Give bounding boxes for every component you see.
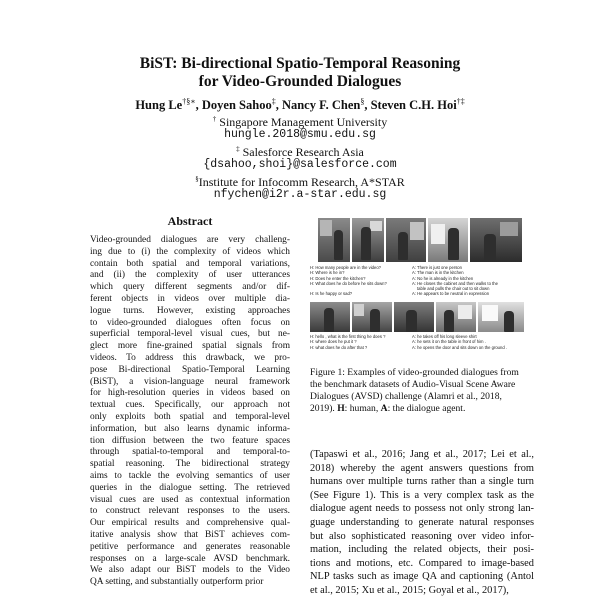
abstract-line: Our empirical results and comprehensive qual- <box>90 518 290 529</box>
abstract-line: logue turns. However, existing approaches <box>90 305 290 316</box>
body-line: guage understanding to generate natural responses <box>310 516 534 528</box>
human-turn: H: What does he do before he sits down? <box>310 280 387 286</box>
abstract-line: through spatial-to-temporal and temporal-to- <box>90 447 290 458</box>
author-mark: § <box>360 97 365 106</box>
agent-turn: A: There is just one person <box>412 265 462 270</box>
affiliation-mark: § <box>195 175 199 183</box>
author-separator: , <box>195 98 202 113</box>
abstract-line: ing due to (i) the complexity of videos which <box>90 246 290 257</box>
abstract-line: tion diffusion between the two feature spaces <box>90 435 290 446</box>
affiliation-name: Institute for Infocomm Research, A*STAR <box>198 175 405 189</box>
body-line: dialogue agent needs to possess not only strong lan- <box>310 503 534 515</box>
abstract-line: contain both spatial and temporal variations, <box>90 258 290 269</box>
abstract-line: only exploits both spatial and temporal-level <box>90 411 290 422</box>
video-frame <box>394 302 434 332</box>
human-turn: H: How many people are in the video? <box>310 265 381 270</box>
video-frame <box>352 218 384 262</box>
caption-line: Figure 1: Examples of video-grounded dialogues from <box>310 367 519 378</box>
human-turn: H: what does he do after that ? <box>310 344 368 350</box>
abstract-line: textual cues. Specifically, our approach not <box>90 400 290 411</box>
abstract-line: petitive performance and generates reasonable <box>90 541 290 552</box>
body-line: humans over multiple turns rather than a single turn <box>310 476 534 488</box>
affiliation-name: Salesforce Research Asia <box>242 145 364 159</box>
affiliation-mark: † <box>212 115 217 123</box>
paper-title-line1: BiST: Bi-directional Spatio-Temporal Reasoning <box>139 55 461 72</box>
caption-line: the benchmark datasets of Audio-Visual Scene Aware <box>310 379 516 390</box>
abstract-line: to video-grounded dialogues often focus on <box>90 317 290 328</box>
abstract-line: visual cues are used as contextual information <box>90 494 290 505</box>
affiliation-name: Singapore Management University <box>219 115 388 129</box>
human-turn: H: Is he happy or sad? <box>310 291 353 297</box>
video-frame <box>318 218 350 262</box>
abstract-heading: Abstract <box>167 214 213 228</box>
author-name: Hung Le <box>135 98 183 113</box>
agent-turn: A: he opens the door and sits down on the ground . <box>412 344 507 350</box>
abstract-line: itative analysis show that BiST achieves com- <box>90 529 290 540</box>
author-separator: , <box>275 98 282 113</box>
paper-title-line2: for Video-Grounded Dialogues <box>198 73 402 90</box>
abstract-line: superficial temporal-level visual cues, but ne- <box>90 329 290 340</box>
agent-turn: A: The man is in the kitchen <box>412 270 464 276</box>
video-frame <box>478 302 524 332</box>
abstract-line: and (ii) the complexity of user utterances <box>90 270 290 281</box>
abstract-line: which query different segments and/or dif- <box>90 282 290 293</box>
author-name: Doyen Sahoo <box>201 98 272 113</box>
abstract-line: videos. To address this drawback, we pro- <box>90 352 290 363</box>
affiliation-mark: ‡ <box>236 145 240 153</box>
abstract-line: glect more fine-grained spatial signals from <box>90 341 290 352</box>
figure-caption <box>310 367 534 415</box>
email-astar[interactable]: nfychen@i2r.a-star.edu.sg <box>213 188 387 201</box>
figure-1 <box>310 218 530 350</box>
video-frame <box>470 218 522 262</box>
author-mark: ‡ <box>271 97 276 106</box>
abstract-line: responses on a large-scale AVSD benchmark. <box>90 553 290 564</box>
caption-line: Dialogues (AVSD) challenge (Alamri et al., 2018, <box>310 391 502 402</box>
dialog2-agent <box>412 334 507 350</box>
agent-turn: A: He appears to be neutral in expression <box>412 291 490 297</box>
abstract-line: pose Bi-directional Spatio-Temporal Learning <box>90 364 290 375</box>
video-frame <box>386 218 426 262</box>
human-turn: H: Does he enter the kitchen? <box>310 275 366 281</box>
author-mark: †§∗ <box>182 97 196 106</box>
agent-turn: A: he takes off his long sleeve shirt <box>412 334 477 339</box>
abstract-line: spatial reasoning. The bidirectional strategy <box>90 459 290 470</box>
body-line: but also sophisticated reasoning over video infor- <box>310 530 534 542</box>
body-line: NLP tasks such as image QA and captioning (Antol <box>310 571 534 583</box>
body-line: tions and motions, etc. Compared to image-based <box>310 557 534 569</box>
abstract-line: QA setting, and substantially outperform prior <box>90 577 264 588</box>
body-line: (See Figure 1). This is a very complex task as the <box>310 489 534 501</box>
body-line: et al., 2015; Xu et al., 2015; Goyal et al., 2017), <box>310 584 509 596</box>
abstract-line: for high-resolution queries in videos based on <box>90 388 290 399</box>
dialog1-human <box>310 265 387 297</box>
body-line: 2018) whereby the agent answers questions from <box>310 462 534 474</box>
author-name: Steven C.H. Hoi <box>370 98 457 113</box>
human-turn: H: Where is he in? <box>310 270 345 276</box>
email-smu[interactable]: hungle.2018@smu.edu.sg <box>224 128 376 141</box>
human-turn: H: where does he put it ? <box>310 339 357 345</box>
author-separator: , <box>364 98 371 113</box>
video-frame <box>428 218 468 262</box>
dialog2-human <box>310 334 385 350</box>
dialog1-agent <box>412 265 498 297</box>
abstract-line: We also adapt our BiST models to the Video <box>90 565 290 576</box>
body-line: mation, including the related objects, their posi- <box>310 544 534 556</box>
video-frame <box>436 302 476 332</box>
video-frame <box>310 302 350 332</box>
abstract-line: aims to tackle the evolving semantics of user <box>90 470 290 481</box>
caption-line: 2019). H: human, A: the dialogue agent. <box>310 403 466 414</box>
author-name: Nancy F. Chen <box>281 98 361 113</box>
agent-turn: A: No he is already in the kitchen <box>412 275 474 281</box>
abstract-line: ferent objects in videos over multiple dia- <box>90 293 290 304</box>
author-mark: †‡ <box>456 97 465 106</box>
abstract-line: queries in the dialogue setting. The retrieved <box>90 482 290 493</box>
intro-body <box>310 448 534 598</box>
body-line: (Tapaswi et al., 2016; Jang et al., 2017; Lei et al., <box>310 449 534 460</box>
email-salesforce[interactable]: {dsahoo,shoi}@salesforce.com <box>203 158 397 171</box>
human-turn: H: hello , what is the first thing he does ? <box>310 334 386 339</box>
agent-turn: A: he sets it on the table in front of him . <box>412 339 486 345</box>
abstract-line: information, but also learns dynamic informa- <box>90 423 290 434</box>
author-list <box>0 97 600 113</box>
agent-turn: table and pulls the chair out to sit down <box>417 286 490 292</box>
video-frame <box>352 302 392 332</box>
agent-turn: A: He closes the cabinet and then walks to the <box>412 280 498 286</box>
abstract-line: (BiST), a vision-language neural framework <box>90 376 290 387</box>
abstract-body <box>90 235 290 589</box>
abstract-line: Video-grounded dialogues are very challeng- <box>90 235 290 245</box>
abstract-line: to construct relevant responses to the users. <box>90 506 290 517</box>
